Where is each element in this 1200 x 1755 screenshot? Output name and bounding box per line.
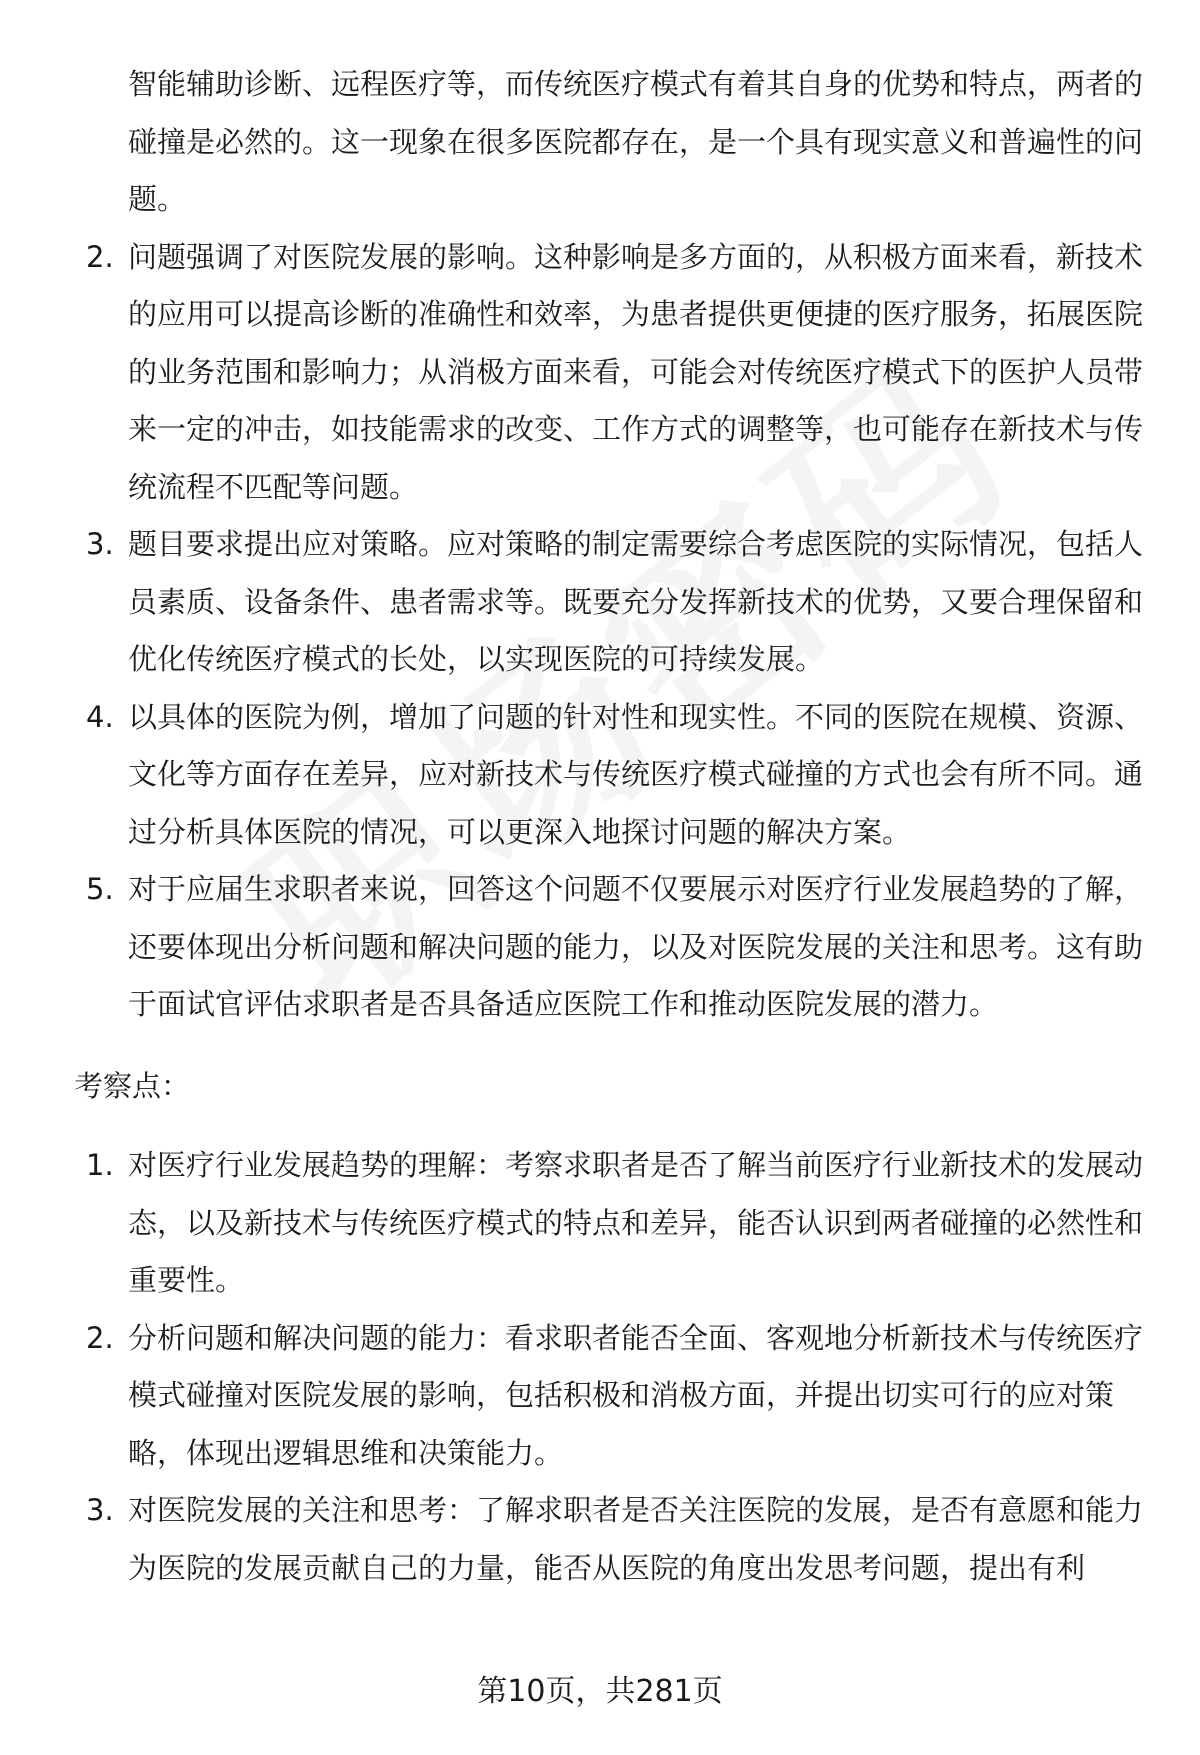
- list-item-text: 对医院发展的关注和思考：了解求职者是否关注医院的发展，是否有意愿和能力为医院的发展贡献自己的力量，能否从医院的角度出发思考问题，提出有利: [128, 1493, 1144, 1585]
- list-number: 3.: [86, 527, 114, 561]
- list-number: 2.: [86, 239, 114, 274]
- list-item-text: 题目要求提出应对策略。应对策略的制定需要综合考虑医院的实际情况，包括人员素质、设备条件、患者需求等。既要充分发挥新技术的优势，又要合理保留和优化传统医疗模式的长处，以实现医院的可持续发展。: [128, 527, 1144, 676]
- list-item: [74, 1310, 1144, 1483]
- list-item-text: 以具体的医院为例，增加了问题的针对性和现实性。不同的医院在规模、资源、文化等方面存在差异，应对新技术与传统医疗模式碰撞的方式也会有所不同。通过分析具体医院的情况，可以更深入地探讨问题的解决方案。: [128, 699, 1144, 849]
- list-item-text: 对医疗行业发展趋势的理解：考察求职者是否了解当前医疗行业新技术的发展动态，以及新技术与传统医疗模式的特点和差异，能否认识到两者碰撞的必然性和重要性。: [128, 1148, 1144, 1297]
- list-item: [74, 1482, 1144, 1597]
- list-item: [74, 861, 1144, 1034]
- list-item: [74, 689, 1144, 862]
- analysis-list: [74, 229, 1144, 1034]
- list-item: [74, 1137, 1144, 1310]
- section-heading: 考察点：: [74, 1068, 191, 1103]
- page-footer: 第10页，共281页: [477, 1674, 723, 1709]
- list-number: 4.: [86, 699, 114, 734]
- assessment-list: [74, 1137, 1144, 1597]
- page-content: [74, 56, 1144, 1597]
- list-number: 3.: [86, 1493, 114, 1527]
- list-item-text: 对于应届生求职者来说，回答这个问题不仅要展示对医疗行业发展趋势的了解，还要体现出分析问题和解决问题的能力，以及对医院发展的关注和思考。这有助于面试官评估求职者是否具备适应医院工作和推动医院发展的潜力。: [128, 872, 1144, 1021]
- list-number: 5.: [86, 872, 114, 906]
- list-item: [74, 516, 1144, 689]
- list-number: 2.: [86, 1320, 114, 1355]
- list-item-text: 问题强调了对医院发展的影响。这种影响是多方面的，从积极方面来看，新技术的应用可以提高诊断的准确性和效率，为患者提供更便捷的医疗服务，拓展医院的业务范围和影响力；从消极方面来看，可能会对传统医疗模式下的医护人员带来一定的冲击，如技能需求的改变、工作方式的调整等，也可能存在新技术与传统流程不匹配等问题。: [128, 239, 1144, 504]
- continuation-paragraph: 智能辅助诊断、远程医疗等，而传统医疗模式有着其自身的优势和特点，两者的碰撞是必然的。这一现象在很多医院都存在，是一个具有现实意义和普遍性的问题。: [128, 67, 1144, 216]
- list-item: [74, 229, 1144, 517]
- list-number: 1.: [86, 1148, 114, 1182]
- list-item-text: 分析问题和解决问题的能力：看求职者能否全面、客观地分析新技术与传统医疗模式碰撞对医院发展的影响，包括积极和消极方面，并提出切实可行的应对策略，体现出逻辑思维和决策能力。: [128, 1320, 1144, 1470]
